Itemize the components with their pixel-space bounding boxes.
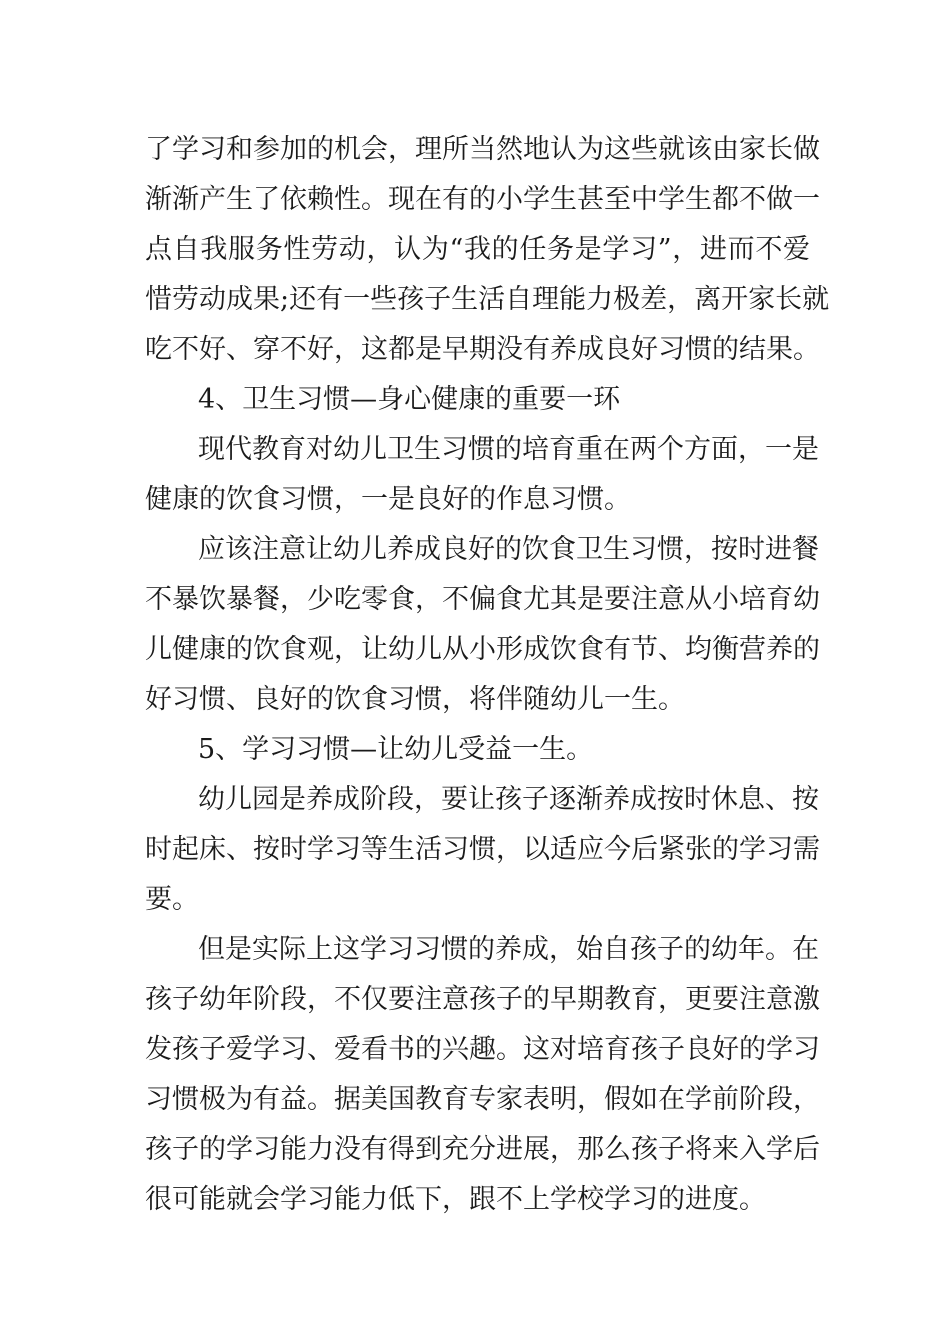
text-line: 好习惯、良好的饮食习惯，将伴随幼儿一生。 bbox=[145, 684, 685, 715]
text-line: 不暴饮暴餐，少吃零食，不偏食尤其是要注意从小培育幼 bbox=[145, 584, 820, 615]
text-line: 很可能就会学习能力低下，跟不上学校学习的进度。 bbox=[145, 1184, 766, 1215]
text-line: 渐渐产生了依赖性。现在有的小学生甚至中学生都不做一 bbox=[145, 184, 820, 215]
text-line: 孩子的学习能力没有得到充分进展，那么孩子将来入学后 bbox=[145, 1134, 820, 1165]
text-line: 应该注意让幼儿养成良好的饮食卫生习惯，按时进餐 bbox=[198, 534, 819, 565]
text-line: 点自我服务性劳动，认为“我的任务是学习”，进而不爱 bbox=[145, 234, 810, 265]
text-line: 要。 bbox=[145, 884, 199, 915]
text-line: 幼儿园是养成阶段，要让孩子逐渐养成按时休息、按 bbox=[198, 784, 819, 815]
text-line: 了学习和参加的机会，理所当然地认为这些就该由家长做 bbox=[145, 134, 820, 165]
text-line: 习惯极为有益。据美国教育专家表明，假如在学前阶段， bbox=[145, 1084, 820, 1115]
document-body bbox=[145, 125, 830, 1225]
text-line: 惜劳动成果;还有一些孩子生活自理能力极差，离开家长就 bbox=[145, 284, 830, 315]
text-line: 发孩子爱学习、爱看书的兴趣。这对培育孩子良好的学习 bbox=[145, 1034, 820, 1065]
text-line: 现代教育对幼儿卫生习惯的培育重在两个方面，一是 bbox=[198, 434, 819, 465]
section-heading: 4、卫生习惯—身心健康的重要一环 bbox=[198, 384, 621, 415]
text-line: 时起床、按时学习等生活习惯，以适应今后紧张的学习需 bbox=[145, 834, 820, 865]
section-heading: 5、学习习惯—让幼儿受益一生。 bbox=[198, 734, 594, 765]
text-line: 吃不好、穿不好，这都是早期没有养成良好习惯的结果。 bbox=[145, 334, 820, 365]
text-line: 孩子幼年阶段，不仅要注意孩子的早期教育，更要注意激 bbox=[145, 984, 820, 1015]
text-line: 儿健康的饮食观，让幼儿从小形成饮食有节、均衡营养的 bbox=[145, 634, 820, 665]
text-line: 但是实际上这学习习惯的养成，始自孩子的幼年。在 bbox=[198, 934, 819, 965]
text-line: 健康的饮食习惯，一是良好的作息习惯。 bbox=[145, 484, 631, 515]
